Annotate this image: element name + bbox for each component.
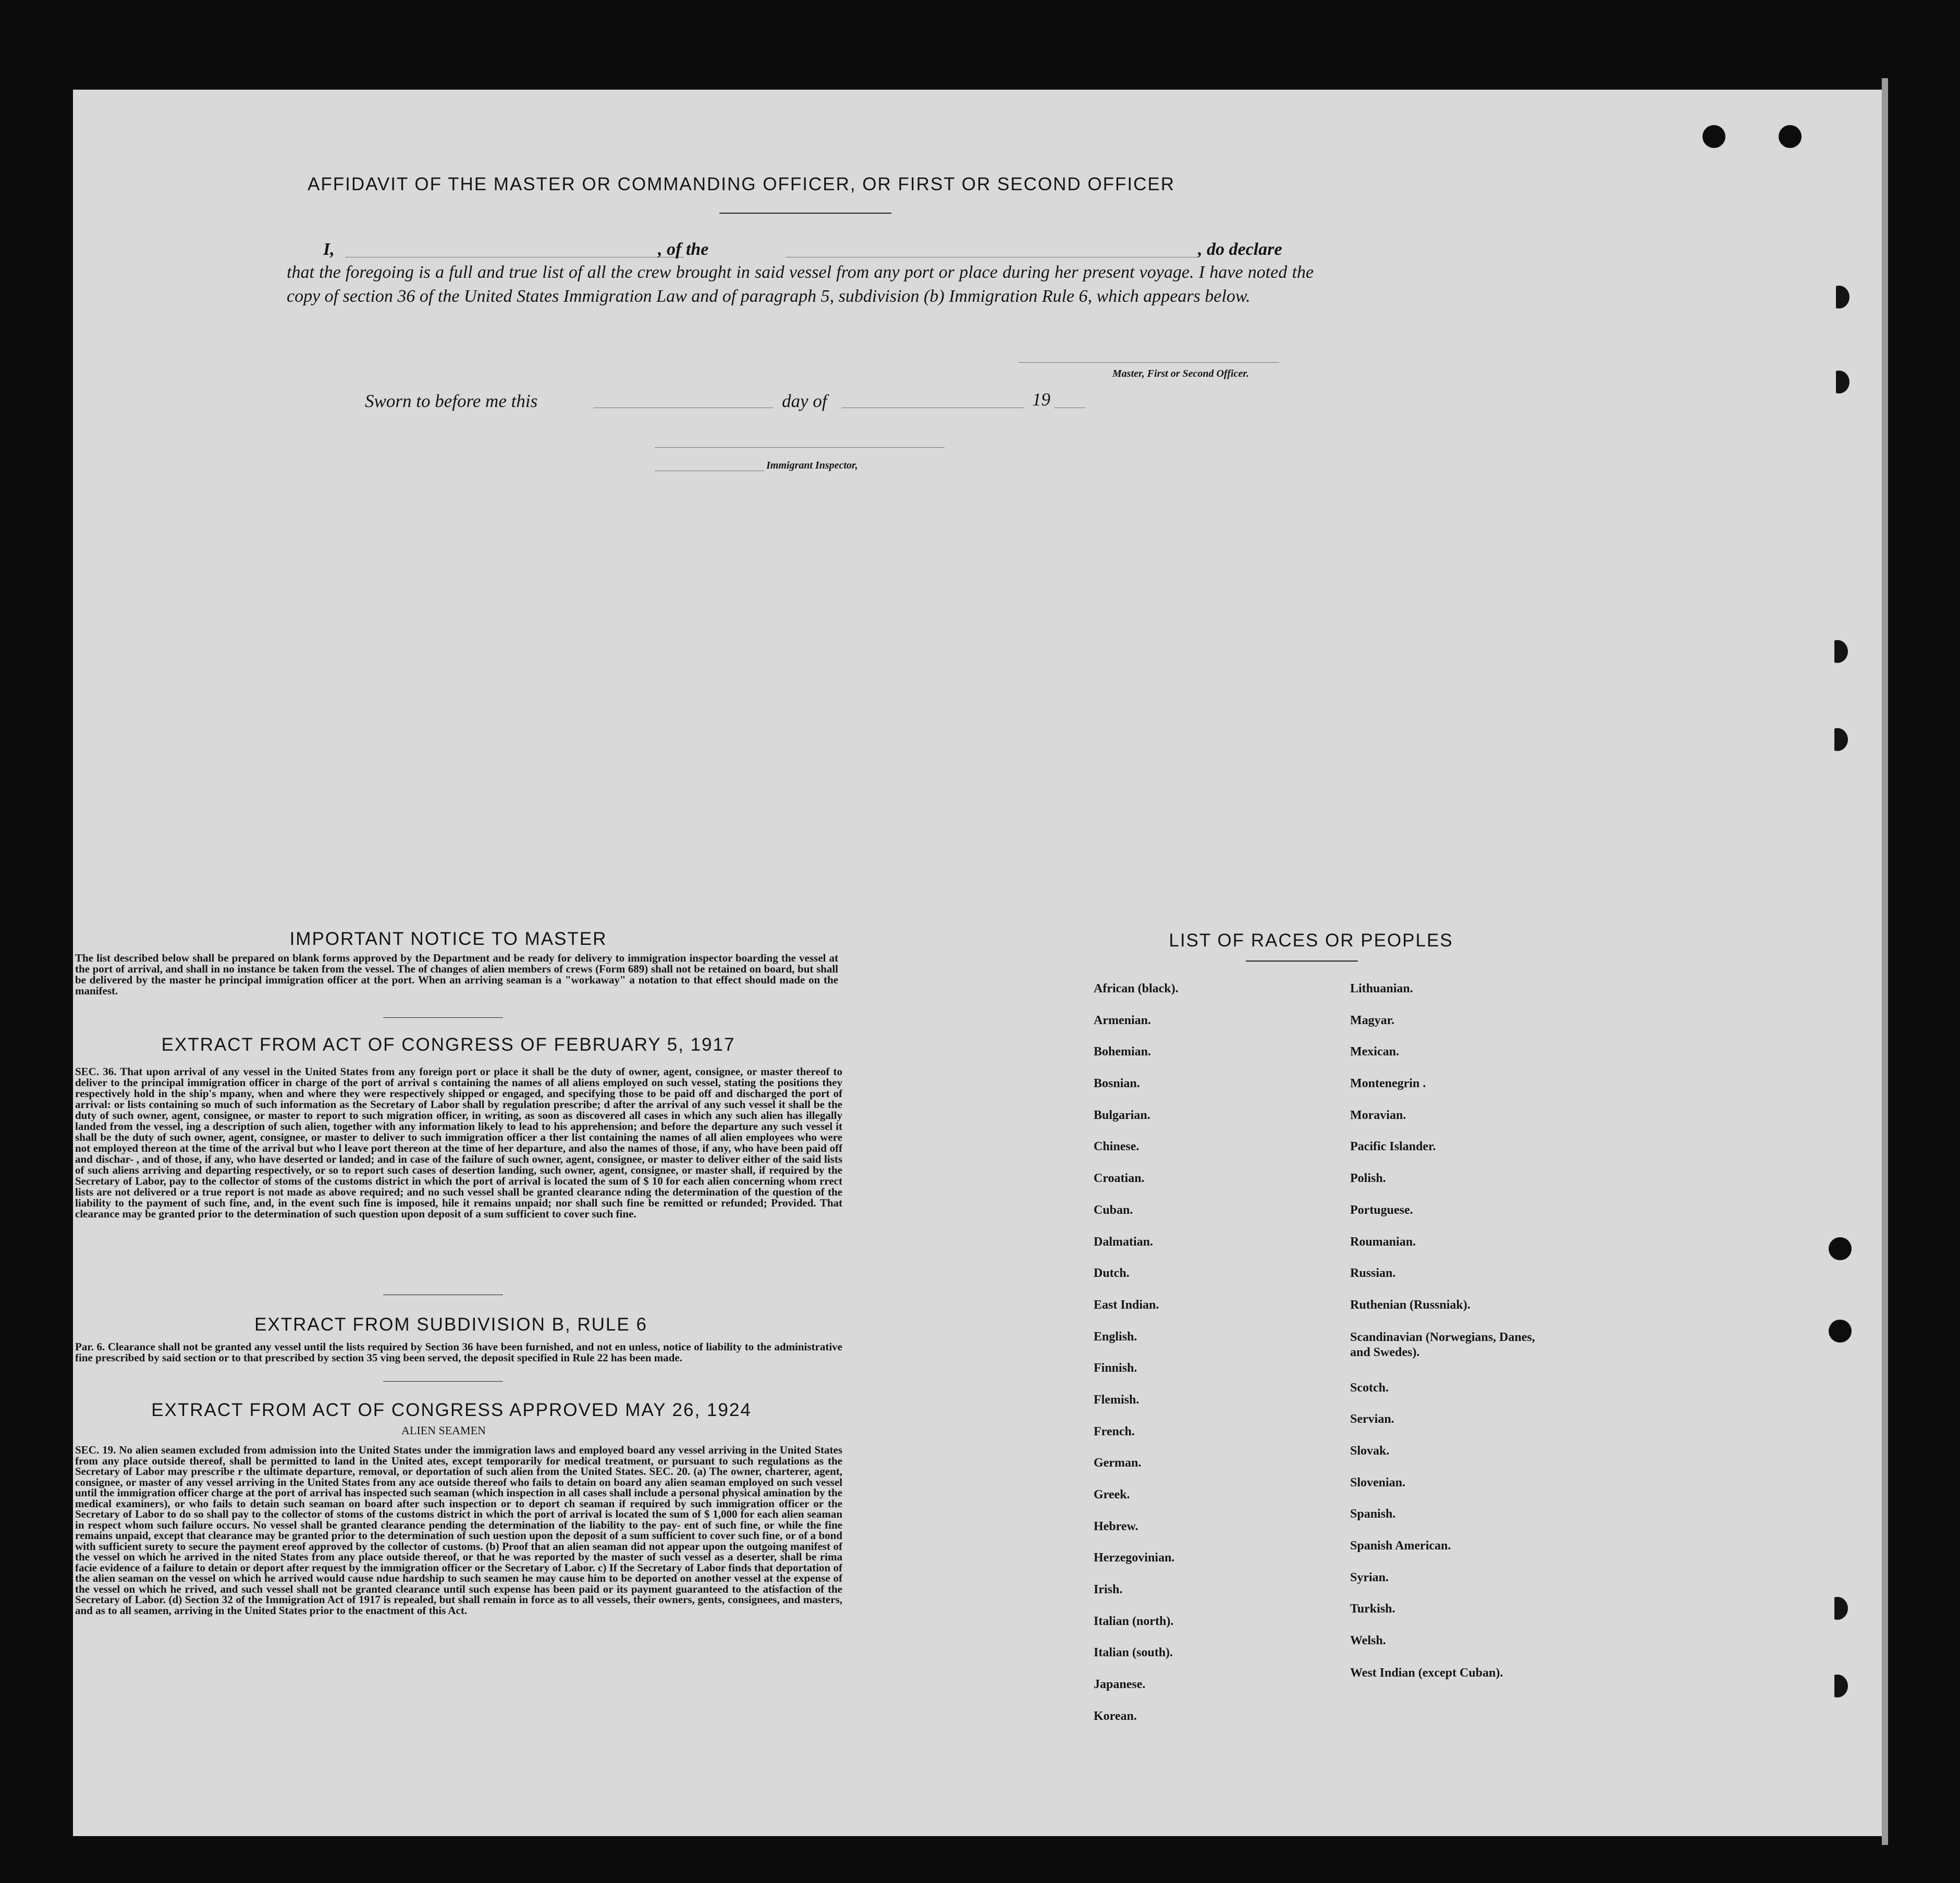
subdivision-b-text: Par. 6. Clearance shall not be granted any vessel until the lists required by Section 36 have been furnished, and not en unless, notice of liability to the administrative fine prescribed by said section or to that prescribed by section 35 ving been served, the deposit specified in Rule 22 has been made. <box>75 1340 842 1364</box>
race-item: Bosnian. <box>1094 1077 1140 1091</box>
race-item: Russian. <box>1350 1266 1396 1281</box>
race-item: East Indian. <box>1094 1298 1159 1312</box>
extract-1924-title: EXTRACT FROM ACT OF CONGRESS APPROVED MAY 26, 1924 <box>151 1400 752 1420</box>
race-item: French. <box>1094 1424 1135 1438</box>
race-item: Turkish. <box>1350 1602 1395 1616</box>
race-item: Herzegovinian. <box>1094 1551 1175 1565</box>
races-title-underline <box>1246 961 1358 962</box>
punch-hole <box>1829 1320 1852 1343</box>
race-item: Greek. <box>1094 1488 1130 1502</box>
race-item: Portuguese. <box>1350 1203 1413 1217</box>
binder-hole <box>1827 728 1848 751</box>
race-item: Bulgarian. <box>1094 1108 1150 1122</box>
race-item: Dutch. <box>1094 1266 1130 1281</box>
race-item: West Indian (except Cuban). <box>1350 1666 1503 1680</box>
race-item: Polish. <box>1350 1172 1386 1186</box>
signature-line <box>1019 362 1279 363</box>
race-item: Pacific Islander. <box>1350 1140 1436 1154</box>
race-item: Scandinavian (Norwegians, Danes, and Swedes). <box>1350 1330 1535 1359</box>
race-item: Servian. <box>1350 1412 1394 1426</box>
subdivision-b-title: EXTRACT FROM SUBDIVISION B, RULE 6 <box>254 1314 647 1335</box>
race-item: Mexican. <box>1350 1045 1399 1059</box>
race-item: Ruthenian (Russniak). <box>1350 1298 1471 1312</box>
sworn-day-of: day of <box>782 391 827 411</box>
race-item: Flemish. <box>1094 1393 1140 1407</box>
affidavit-title: AFFIDAVIT OF THE MASTER OR COMMANDING OFFICER, OR FIRST OR SECOND OFFICER <box>308 174 1175 194</box>
binder-hole <box>1829 371 1849 393</box>
race-item: Spanish American. <box>1350 1539 1451 1553</box>
affidavit-do-declare: , do declare <box>1198 240 1282 259</box>
punch-hole <box>1829 1237 1852 1260</box>
race-item: Japanese. <box>1094 1678 1146 1692</box>
extract-1917-text: SEC. 36. That upon arrival of any vessel in the United States from any foreign port or place it shall be the duty of owner, agent, consignee, or master thereof to deliver to the principal immigration officer in charge of the port of arrival s containing the names of all aliens employed on such vessel, stating the positions they respectively hold in the ship's mpany, when and where they were respectively shipped or engaged, and specifying those to be paid off and discharged the port of arrival: or lists containing so much of such information as the Secretary of Labor shall by regulation prescribe; d after the arrival of any such vessel it shall be the duty of such owner, agent, consignee, or master to report to such migration officer, in writing, as soon as discovered all cases in which any such alien has illegally landed from the vessel, ing a description of such alien, together with any information likely to lead to his apprehension; and before the departure any such vessel it shall be the duty of such owner, agent, consignee, or master to deliver to such immigration officer a ther list containing the names of all alien employees who were not employed thereon at the time of the arrival but who l leave port thereon at the time of her departure, and also the names of those, if any, who have been paid off and dischar- , and of those, if any, who have deserted or landed; and in case of the failure of such owner, agent, consignee, or master to deliver either of the said lists of such aliens arriving and departing respectively, or so to report such cases of desertion landing, such owner, agent, consignee, or master shall, if required by the Secretary of Labor, pay to the collector of stoms of the customs district in which the port of arrival is located the sum of $ 10 for each alien concerning whom rrect lists are not delivered or a true report is not made as above required; and no such vessel shall be granted clearance nding the determination of the question of the liability to the payment of such fine, and, in the event such fine is imposed, hile it remains unpaid; nor shall such fine be remitted or refunded; Provided. That clearance may be granted prior to the determination of such question upon deposit of a sum sufficient to cover such fine. <box>75 1065 842 1220</box>
race-item: African (black). <box>1094 982 1179 995</box>
race-item: Slovak. <box>1350 1444 1390 1458</box>
race-item: Croatian. <box>1094 1172 1145 1186</box>
race-item: Irish. <box>1094 1583 1123 1597</box>
binder-hole <box>1829 286 1849 309</box>
race-item: Dalmatian. <box>1094 1235 1153 1249</box>
affidavit-i: I, <box>323 240 335 259</box>
divider <box>383 1381 503 1382</box>
page-edge <box>1882 78 1888 1845</box>
inspector-label: Immigrant Inspector, <box>766 460 858 471</box>
race-item: Scotch. <box>1350 1381 1389 1395</box>
race-item: Syrian. <box>1350 1570 1389 1584</box>
race-item: Armenian. <box>1094 1013 1151 1027</box>
race-item: Spanish. <box>1350 1507 1396 1521</box>
race-item: Bohemian. <box>1094 1045 1152 1059</box>
race-item: Montenegrin . <box>1350 1077 1426 1091</box>
race-item: Slovenian. <box>1350 1475 1406 1490</box>
binder-hole <box>1827 1597 1848 1620</box>
race-item: Magyar. <box>1350 1013 1395 1027</box>
binder-hole <box>1827 1675 1848 1697</box>
race-item: Italian (north). <box>1094 1614 1174 1628</box>
notice-text: The list described below shall be prepared on blank forms approved by the Department and be ready for delivery to immigration inspector boarding the vessel at the port of arrival, and shall in no instance be taken from the vessel. The of changes of alien members of crews (Form 689) shall not be retained on board, but shall be delivered by the master he principal immigration officer at the port. When an arriving seaman is a "workaway" a notation to that effect should made on the manifest. <box>75 952 838 997</box>
race-item: Italian (south). <box>1094 1646 1173 1660</box>
race-item: Korean. <box>1094 1709 1137 1723</box>
notice-title: IMPORTANT NOTICE TO MASTER <box>289 929 607 949</box>
races-title: LIST OF RACES OR PEOPLES <box>1169 930 1453 951</box>
race-item: Chinese. <box>1094 1140 1140 1154</box>
affidavit-body: that the foregoing is a full and true list of all the crew brought in said vessel from any port or place during her present voyage. I have noted the copy of section 36 of the United States Immigration Law and of paragraph 5, subdivision (b) Immigration Rule 6, which appears below. <box>287 263 1314 306</box>
extract-1924-text: SEC. 19. No alien seamen excluded from admission into the United States under the immigration laws and employed board any vessel arriving in the United States from any place outside thereof, shall be permitted to land in the United ates, except temporarily for medical treatment, or pursuant to such regulations as the Secretary of Labor may prescribe r the ultimate departure, removal, or deportation of such alien from the United States. SEC. 20. (a) The owner, charterer, agent, consignee, or master of any vessel arriving in the United States from any ace outside thereof who fails to detain on board any alien seaman employed on such vessel until the immigration officer charge at the port of arrival has inspected such seaman (which inspection in all cases shall include a personal physical amination by the medical examiners), or who fails to detain such seaman on board after such inspection or to deport ch seaman if required by such immigration officer or the Secretary of Labor to do so shall pay to the collector of stoms of the customs district in which the port of arrival is located the sum of $ 1,000 for each alien seaman in respect whom such failure occurs. No vessel shall be granted clearance pending the determination of the liability to the pay- ent of such fine, or while the fine remains unpaid, except that clearance may be granted prior to the determination of such uestion upon the deposit of a sum sufficient to cover such fine, or of a bond with sufficient surety to secure the payment ereof approved by the collector of customs. (b) Proof that an alien seaman did not appear upon the outgoing manifest of the vessel on which he arrived in the nited States from any place outside thereof, or that he was reported by the master of such vessel as a deserter, shall be rima facie evidence of a failure to detain or deport after request by the immigration officer or the Secretary of Labor. c) If the Secretary of Labor finds that deportation of the alien seaman on the vessel on which he arrived would cause ndue hardship to such seamen he may cause him to be deported on another vessel at the expense of the vessel on which he rrived, and such vessel shall not be granted clearance until such expense has been paid or its payment guaranteed to the atisfaction of the Secretary of Labor. (d) Section 32 of the Immigration Act of 1917 is repealed, but shall remain in force as to all vessels, their owners, gents, consignees, and masters, and as to all seamen, arriving in the United States prior to the enactment of this Act. <box>75 1444 842 1617</box>
race-item: Welsh. <box>1350 1634 1386 1648</box>
races-right-column <box>1350 982 1548 1697</box>
title-underline <box>719 213 891 214</box>
race-item: Finnish. <box>1094 1361 1137 1375</box>
race-item: German. <box>1094 1456 1142 1470</box>
race-item: Cuban. <box>1094 1203 1133 1217</box>
punch-hole <box>1702 125 1725 148</box>
sworn-prefix: Sworn to before me this <box>365 391 538 411</box>
race-item: Lithuanian. <box>1350 982 1413 995</box>
race-item: English. <box>1094 1330 1137 1344</box>
race-item: Moravian. <box>1350 1108 1406 1122</box>
extract-1924-subtitle: ALIEN SEAMEN <box>401 1424 486 1437</box>
signature-label: Master, First or Second Officer. <box>1112 368 1249 379</box>
race-item: Roumanian. <box>1350 1235 1416 1249</box>
inspector-line <box>655 447 945 448</box>
divider <box>383 1017 503 1018</box>
binder-hole <box>1827 640 1848 663</box>
race-item: Hebrew. <box>1094 1519 1138 1533</box>
affidavit-of-the: , of the <box>658 240 709 259</box>
sworn-year: 19 <box>1032 389 1050 410</box>
punch-hole <box>1779 125 1802 148</box>
races-left-column <box>1094 982 1323 1741</box>
extract-1917-title: EXTRACT FROM ACT OF CONGRESS OF FEBRUARY 5, 1917 <box>161 1035 736 1055</box>
